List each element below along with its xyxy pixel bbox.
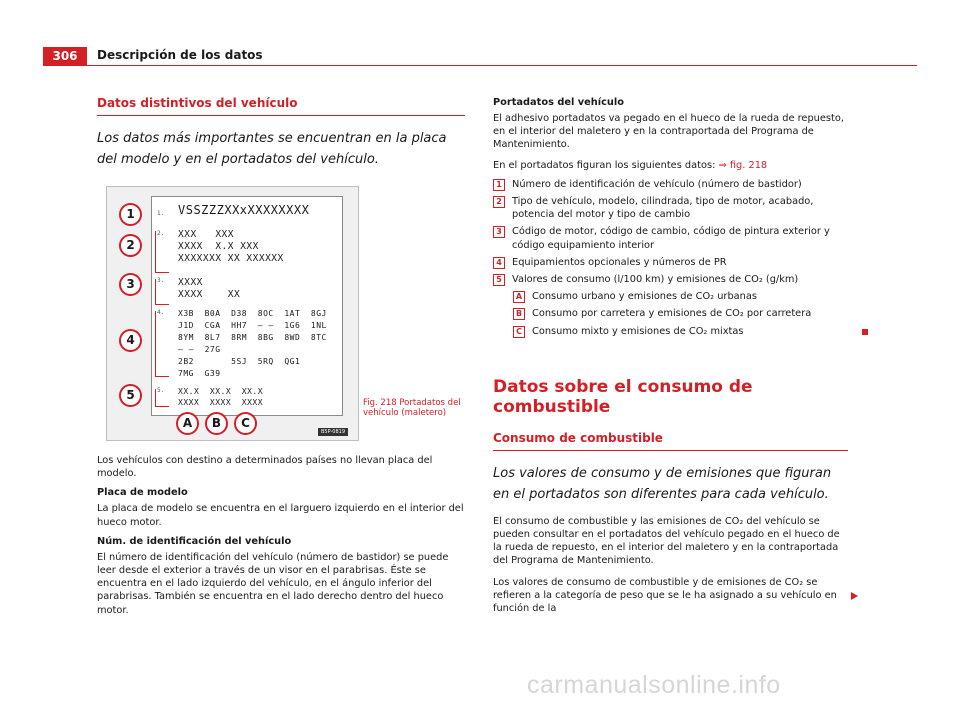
plate-line-number: 2. xyxy=(157,230,165,237)
list-item xyxy=(493,195,848,221)
paragraph: El número de identificación del vehículo (número de bastidor) se puede leer desde el exterior a través de un visor en el parabrisas. Éste se encuentra en el lado izquierdo del vehículo, en el ángulo inferior del parabrisas. También se encuentra en el lado derecho dentro del hueco motor. xyxy=(97,551,449,616)
list-sub-item xyxy=(513,325,848,338)
subheading: Portadatos del vehículo xyxy=(493,97,624,108)
callout-a: A xyxy=(176,412,199,435)
item-text: Equipamientos opcionales y números de PR xyxy=(512,256,727,268)
list-sub-item xyxy=(513,290,848,303)
callout-1: 1 xyxy=(119,203,142,226)
plate-line: XXXXXXX XX XXXXXX xyxy=(178,253,284,264)
item-badge: 3 xyxy=(493,226,505,238)
plate-line: XXX XXX xyxy=(178,229,234,240)
bracket-4 xyxy=(155,311,169,377)
plate-line: – – 27G xyxy=(178,345,221,354)
page-header xyxy=(0,0,960,66)
paragraph: Los valores de consumo de combustible y de emisiones de CO₂ se refieren a la categoría de peso que se le ha asignado a su vehículo en función de la xyxy=(493,576,837,615)
item-badge: B xyxy=(513,308,525,320)
list-item xyxy=(493,225,848,251)
left-column xyxy=(97,96,465,617)
figure-code: B5P-0819 xyxy=(318,428,348,436)
figure-link[interactable]: ⇒ fig. 218 xyxy=(718,159,768,171)
lead-text: Los valores de consumo y de emisiones que figuran en el portadatos son diferentes para cada vehículo. xyxy=(493,465,832,502)
callout-5: 5 xyxy=(119,384,142,407)
data-plate xyxy=(151,196,343,416)
plate-line: J1D CGA HH7 – – 1G6 1NL xyxy=(178,321,327,330)
item-badge: 5 xyxy=(493,274,505,286)
continue-arrow-icon xyxy=(851,592,858,600)
plate-line: XXXX XX xyxy=(178,289,241,300)
section-heading: Consumo de combustible xyxy=(493,431,848,451)
section-end-marker xyxy=(862,329,868,335)
right-column xyxy=(493,97,848,615)
paragraph xyxy=(493,159,848,172)
subheading: Placa de modelo xyxy=(97,487,188,499)
item-list xyxy=(493,178,848,338)
plate-line: 8YM 8L7 8RM 8BG 8WD 8TC xyxy=(178,333,327,342)
item-badge: 1 xyxy=(493,179,505,191)
plate-line-number: 4. xyxy=(157,309,165,316)
plate-line-number: 1. xyxy=(157,210,165,217)
callout-c: C xyxy=(234,412,257,435)
paragraph-text: En el portadatos figuran los siguientes datos: xyxy=(493,159,719,171)
subheading: Núm. de identificación del vehículo xyxy=(97,535,292,547)
figure-218 xyxy=(106,186,359,441)
item-text: Número de identificación de vehículo (número de bastidor) xyxy=(512,178,802,190)
list-item xyxy=(493,256,848,269)
section-heading: Datos distintivos del vehículo xyxy=(97,96,465,116)
item-text: Valores de consumo (l/100 km) y emisiones de CO₂ (g/km) xyxy=(512,274,799,286)
chapter-heading: Datos sobre el consumo de combustible xyxy=(493,376,753,417)
bracket-5 xyxy=(155,389,169,407)
item-text: Consumo por carretera y emisiones de CO₂ por carretera xyxy=(532,308,812,320)
plate-line: XXXX XXXX XXXX xyxy=(178,398,264,407)
item-badge: C xyxy=(513,326,525,338)
plate-line-number: 5. xyxy=(157,387,165,394)
plate-line: XXXX xyxy=(178,277,203,288)
header-rule xyxy=(43,65,917,66)
bracket-3 xyxy=(155,279,169,305)
plate-line: 7MG G39 xyxy=(178,369,221,378)
callout-3: 3 xyxy=(119,273,142,296)
list-sub-item xyxy=(513,307,848,320)
paragraph: La placa de modelo se encuentra en el larguero izquierdo en el interior del hueco motor. xyxy=(97,503,464,528)
paragraph: El adhesivo portadatos va pegado en el hueco de la rueda de repuesto, en el interior del maletero y en la contraportada del Programa de Mantenimiento. xyxy=(493,113,844,151)
item-text: Consumo mixto y emisiones de CO₂ mixtas xyxy=(532,325,744,337)
item-text: Tipo de vehículo, modelo, cilindrada, tipo de motor, acabado, potencia del motor y tipo de cambio xyxy=(512,196,814,221)
plate-vin: VSSZZZXXxXXXXXXXX xyxy=(178,203,310,217)
paragraph: El consumo de combustible y las emisiones de CO₂ del vehículo se pueden consultar en el portadatos del vehículo pegado en el hueco de la rueda de repuesto, en el interior del maletero y en la contraportada del Programa de Mantenimiento. xyxy=(493,515,840,567)
item-text: Código de motor, código de cambio, código de pintura exterior y código equipamiento interior xyxy=(512,226,830,251)
plate-line: 2B2 5SJ 5RQ QG1 xyxy=(178,357,301,366)
item-badge: A xyxy=(513,291,525,303)
bracket-2 xyxy=(155,231,169,273)
callout-4: 4 xyxy=(119,329,142,352)
plate-line-number: 3. xyxy=(157,277,165,284)
list-item xyxy=(493,273,848,286)
plate-line: XXXX X.X XXX xyxy=(178,241,259,252)
callout-b: B xyxy=(205,412,228,435)
item-badge: 2 xyxy=(493,196,505,208)
plate-line: X3B B0A D38 8OC 1AT 8GJ xyxy=(178,309,327,318)
item-text: Consumo urbano y emisiones de CO₂ urbanas xyxy=(532,291,757,303)
watermark: carmanualsonline.info xyxy=(527,671,781,699)
item-badge: 4 xyxy=(493,257,505,269)
list-item xyxy=(493,178,848,191)
page-number: 306 xyxy=(43,47,87,65)
paragraph: Los vehículos con destino a determinados países no llevan placa del modelo. xyxy=(97,455,433,480)
page-title: Descripción de los datos xyxy=(97,48,263,62)
callout-2: 2 xyxy=(119,234,142,257)
lead-text: Los datos más importantes se encuentran en la placa del modelo y en el portadatos del vehículo. xyxy=(97,131,447,167)
figure-caption: Fig. 218 Portadatos del vehículo (maletero) xyxy=(363,398,461,418)
plate-line: XX.X XX.X XX.X xyxy=(178,387,264,396)
